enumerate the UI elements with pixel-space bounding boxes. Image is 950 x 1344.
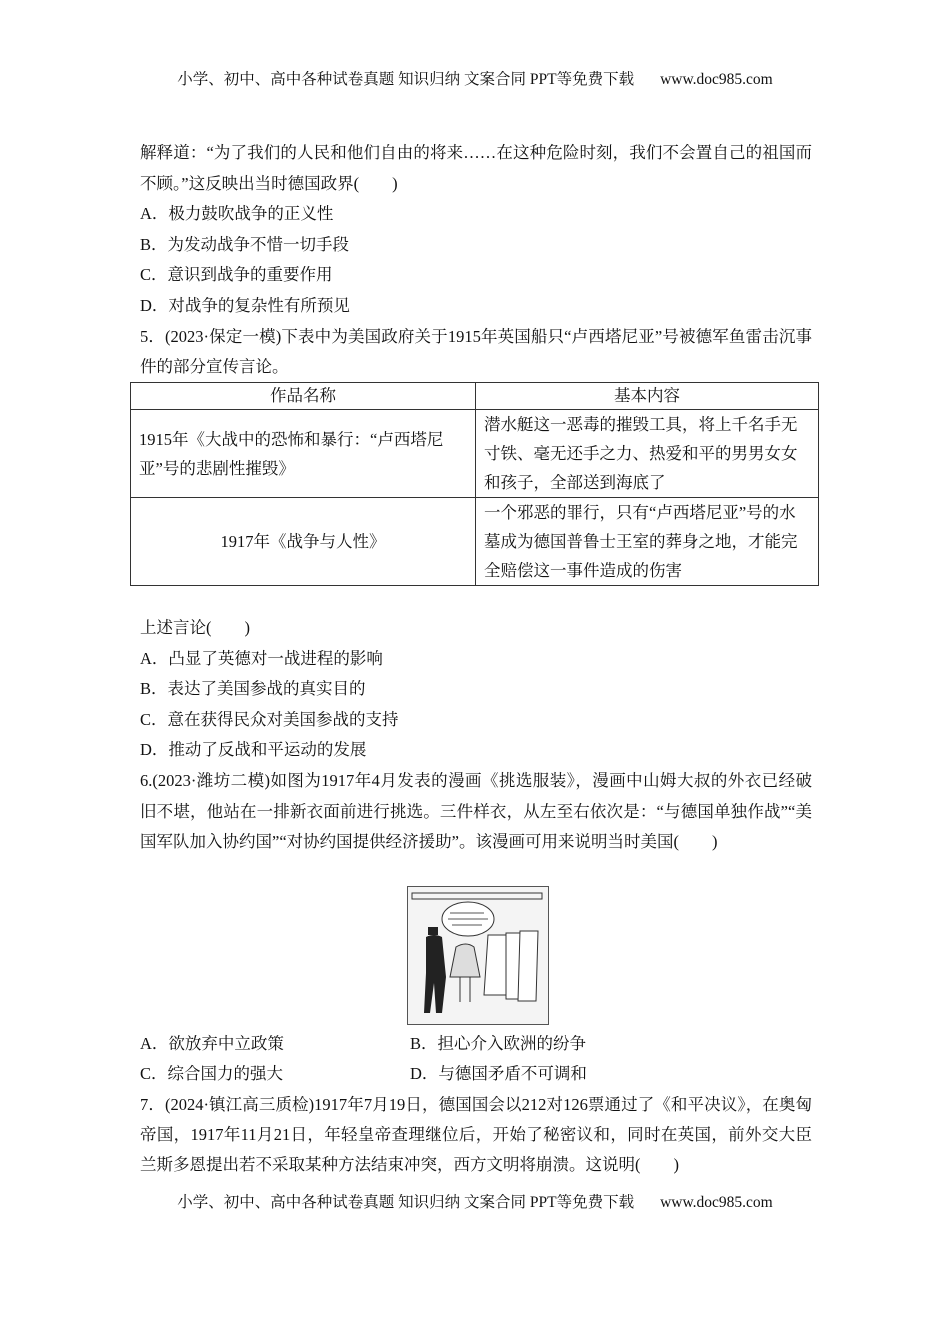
option-c: C．综合国力的强大	[140, 1064, 284, 1084]
question-6-stem: 6.(2023·潍坊二模)如图为1917年4月发表的漫画《挑选服装》，漫画中山姆大叔的外衣已经破旧不堪，他站在一排新衣面前进行挑选。三件样衣，从左至右依次是：“与德国单独作战”“美国军队加入协约国”“对协约国提供经济援助”。该漫画可用来说明当时美国( )	[140, 770, 812, 852]
options-row	[140, 1029, 812, 1059]
column-header: 作品名称	[131, 383, 476, 410]
cartoon-image	[407, 886, 549, 1025]
page-header	[0, 67, 950, 89]
header-text: 小学、初中、高中各种试卷真题 知识归纳 文案合同 PPT等免费下载	[177, 71, 635, 88]
question-6-options-and-7	[140, 1029, 812, 1180]
question-prompt: 上述言论( )	[140, 618, 250, 637]
footer-text: 小学、初中、高中各种试卷真题 知识归纳 文案合同 PPT等免费下载	[177, 1194, 635, 1211]
page-footer	[0, 1190, 950, 1212]
option-d: D．推动了反战和平运动的发展	[140, 740, 367, 760]
option-a: A．欲放弃中立政策	[140, 1034, 284, 1053]
option-d: D．对战争的复杂性有所预见	[140, 295, 350, 315]
table-row	[131, 498, 819, 586]
options-row	[140, 1059, 812, 1089]
table-cell: 1915年《大战中的恐怖和暴行：“卢西塔尼亚”号的悲剧性摧毁》	[131, 410, 476, 498]
footer-url: www.doc985.com	[660, 1194, 773, 1211]
option-c: C．意识到战争的重要作用	[140, 265, 333, 285]
table-header-row	[131, 383, 819, 410]
question-5-stem: 5．(2023·保定一模)下表中为美国政府关于1915年英国船只“卢西塔尼亚”号被德军鱼雷击沉事件的部分宣传言论。	[140, 326, 812, 377]
column-header: 基本内容	[476, 383, 819, 410]
option-a: A．凸显了英德对一战进程的影响	[140, 648, 383, 668]
option-a: A．极力鼓吹战争的正义性	[140, 204, 334, 224]
propaganda-table	[130, 382, 819, 586]
question-5-options	[140, 613, 812, 858]
table-row	[131, 410, 819, 498]
option-d: D．与德国矛盾不可调和	[410, 1064, 587, 1084]
table-cell: 潜水艇这一恶毒的摧毁工具，将上千名手无寸铁、毫无还手之力、热爱和平的男男女女和孩子，全部送到海底了	[476, 410, 819, 498]
option-c: C．意在获得民众对美国参战的支持	[140, 709, 399, 729]
option-b: B．为发动战争不惜一切手段	[140, 234, 350, 254]
table-cell: 一个邪恶的罪行，只有“卢西塔尼亚”号的水墓成为德国普鲁士王室的葬身之地，才能完全赔偿这一事件造成的伤害	[476, 498, 819, 586]
question-stem: 解释道：“为了我们的人民和他们自由的将来……在这种危险时刻，我们不会置自己的祖国而不顾。”这反映出当时德国政界( )	[140, 143, 812, 193]
table-cell: 1917年《战争与人性》	[131, 498, 476, 586]
question-4	[140, 138, 812, 383]
option-b: B．表达了美国参战的真实目的	[140, 679, 366, 699]
option-b: B．担心介入欧洲的纷争	[410, 1034, 587, 1053]
header-url: www.doc985.com	[660, 71, 773, 88]
question-7-stem: 7．(2024·镇江高三质检)1917年7月19日，德国国会以212对126票通过了《和平决议》，在奥匈帝国，1917年11月21日，年轻皇帝查理继位后，开始了秘密议和，同时在英国，前外交大臣兰斯多恩提出若不采取某种方法结束冲突，西方文明将崩溃。这说明( )	[140, 1094, 812, 1175]
